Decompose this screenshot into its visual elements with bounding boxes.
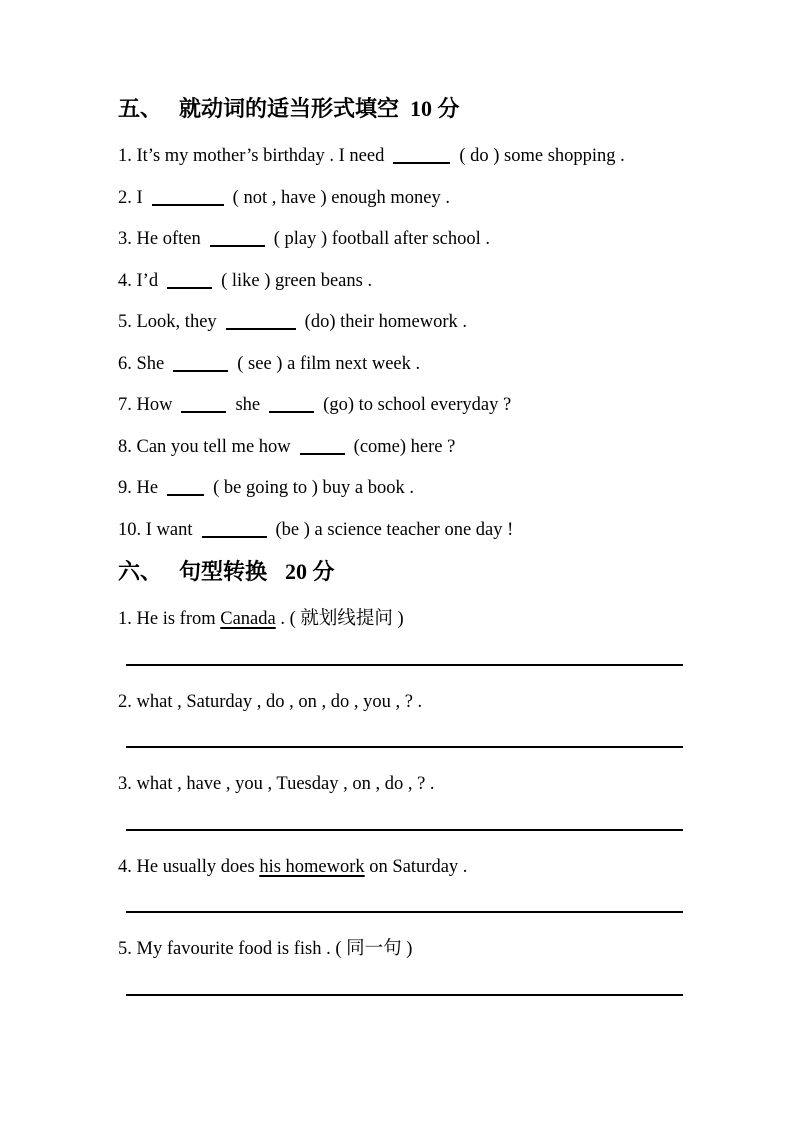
item-text: 4. I’d — [118, 270, 159, 291]
item-text: 8. Can you tell me how — [118, 436, 291, 457]
underlined-phrase: Canada — [220, 609, 276, 629]
exercise-item — [118, 178, 728, 220]
item-text: on Saturday . — [364, 856, 468, 877]
section-header — [118, 96, 728, 122]
item-text: (come) here ? — [353, 436, 456, 457]
exercise-item — [118, 468, 728, 510]
item-text: 1. It’s my mother’s birthday . I need — [118, 146, 385, 166]
exercise-item — [118, 344, 728, 386]
item-text: 9. He — [118, 478, 159, 498]
item-text: 1. He is from — [118, 609, 221, 629]
answer-line — [126, 746, 683, 748]
section-number: 六、 — [118, 559, 163, 584]
fill-blank — [202, 533, 267, 538]
section-number: 五、 — [118, 96, 163, 121]
exercise-item — [118, 599, 728, 641]
item-text: 4. He usually does — [118, 856, 260, 877]
item-text: (do) their homework . — [304, 312, 468, 332]
fill-blank — [173, 367, 228, 372]
item-text: 5. Look, they — [118, 312, 217, 332]
section-title: 就动词的适当形式填空 — [179, 96, 400, 121]
exercise-item — [118, 427, 728, 469]
section-header — [118, 559, 728, 585]
section-score: 10 分 — [410, 96, 460, 121]
answer-line — [126, 664, 683, 666]
worksheet-content — [118, 96, 728, 1012]
item-text: 3. what , have , you , Tuesday , on , do , ? . — [118, 774, 435, 794]
fill-blank — [226, 325, 296, 330]
item-text: ( see ) a film next week . — [237, 353, 421, 374]
section-six — [118, 559, 728, 996]
answer-line — [126, 911, 683, 913]
fill-blank — [269, 408, 314, 413]
exercise-item — [118, 929, 728, 971]
fill-blank — [300, 450, 345, 455]
item-text: 3. He often — [118, 229, 201, 249]
exercise-item — [118, 510, 728, 552]
item-text: (be ) a science teacher one day ! — [275, 519, 514, 540]
item-text: . ( 就划线提问 ) — [275, 609, 404, 629]
fill-blank — [210, 242, 265, 247]
item-text: ( play ) football after school . — [273, 229, 490, 249]
item-text: 6. She — [118, 353, 165, 374]
exercise-item — [118, 847, 728, 889]
fill-blank — [181, 408, 226, 413]
item-text: (go) to school everyday ? — [323, 395, 512, 415]
item-text: 2. what , Saturday , do , on , do , you , ? . — [118, 691, 423, 712]
exercise-item — [118, 219, 728, 261]
exercise-item — [118, 136, 728, 178]
underlined-phrase: his homework — [259, 856, 365, 877]
answer-line — [126, 994, 683, 996]
item-text: ( like ) green beans . — [221, 270, 373, 291]
section-title: 句型转换 — [179, 559, 268, 584]
item-text: 5. My favourite food is fish . ( 同一句 ) — [118, 939, 413, 959]
item-text: 7. How — [118, 395, 173, 415]
item-text: 10. I want — [118, 519, 193, 540]
exercise-item — [118, 302, 728, 344]
item-text: ( do ) some shopping . — [459, 146, 625, 166]
item-text: ( be going to ) buy a book . — [213, 478, 414, 498]
exercise-item — [118, 261, 728, 303]
item-text: she — [235, 395, 261, 415]
section-five — [118, 96, 728, 551]
fill-blank — [393, 159, 450, 164]
fill-blank — [152, 201, 224, 206]
exercise-item — [118, 682, 728, 724]
item-text: ( not , have ) enough money . — [232, 187, 450, 208]
answer-line — [126, 829, 683, 831]
item-text: 2. I — [118, 187, 143, 208]
exercise-item — [118, 764, 728, 806]
exercise-item — [118, 385, 728, 427]
section-score: 20 分 — [285, 559, 335, 584]
fill-blank — [167, 284, 212, 289]
fill-blank — [167, 491, 204, 496]
